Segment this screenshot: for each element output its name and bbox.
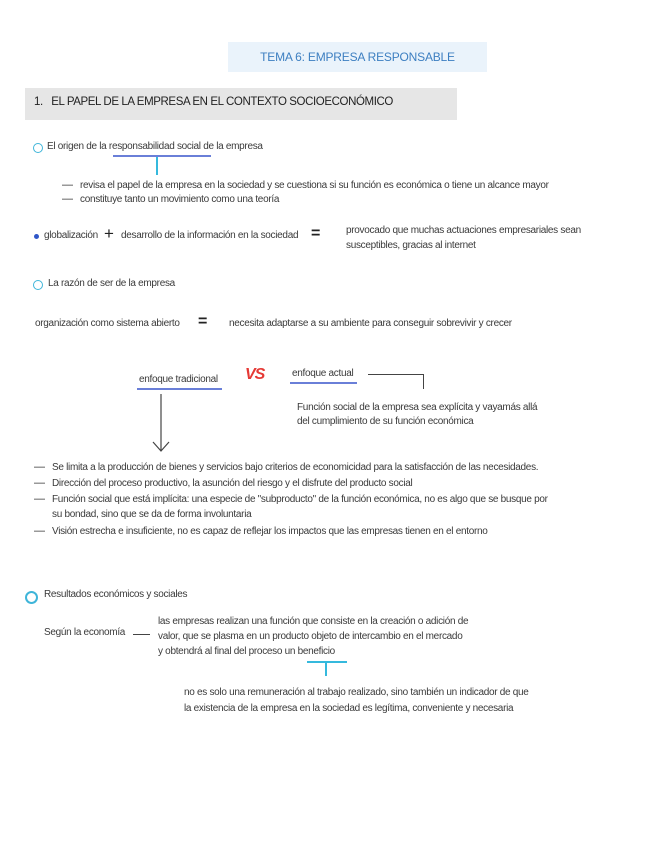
tradicional-item-1: Se limita a la producción de bienes y servicios bajo criterios de economicidad para la satisfacción de las necesidades.: [52, 462, 539, 473]
globalizacion-label: globalización: [44, 230, 98, 241]
tradicional-item-4: Visión estrecha e insuficiente, no es capaz de reflejar los impactos que las empresas tienen en el entorno: [52, 526, 488, 537]
beneficio-underline: [307, 661, 347, 663]
beneficio-line-2: la existencia de la empresa en la sociedad es legítima, conveniente y necesaria: [184, 703, 514, 714]
organizacion-left: organización como sistema abierto: [35, 318, 180, 329]
enfoque-actual-desc-line-2: del cumplimiento de su función económica: [297, 416, 474, 427]
section-number: 1.: [34, 96, 43, 108]
globalizacion-result-line-1: provocado que muchas actuaciones empresariales sean: [346, 225, 581, 236]
enfoque-actual-desc-line-1: Función social de la empresa sea explícita y vayamás allá: [297, 402, 538, 413]
bullet-dot-icon: [34, 234, 39, 239]
tradicional-item-2: Dirección del proceso productivo, la asunción del riesgo y el disfrute del producto social: [52, 478, 413, 489]
section-heading: [34, 88, 393, 116]
dash-icon: —: [34, 477, 45, 489]
bullet-circle-icon: [33, 280, 43, 290]
connector-line: [368, 374, 424, 375]
arrow-down-icon: [150, 392, 172, 456]
dash-icon: —: [62, 193, 73, 205]
resultados-heading: Resultados económicos y sociales: [44, 589, 188, 600]
resultados-desc-line-3: y obtendrá al final del proceso un beneficio: [158, 646, 335, 657]
enfoque-tradicional-label: enfoque tradicional: [139, 374, 218, 385]
section-heading-text: EL PAPEL DE LA EMPRESA EN EL CONTEXTO SOCIOECONÓMICO: [51, 96, 393, 108]
dash-icon: —: [62, 179, 73, 191]
tradicional-item-3-continuation: su bondad, sino que se da de forma involuntaria: [52, 509, 252, 520]
tradicional-item-3: Función social que está implícita: una especie de "subproducto" de la función económica, no es algo que se busque por: [52, 494, 548, 505]
page-title: TEMA 6: EMPRESA RESPONSABLE: [260, 50, 455, 64]
connector-line: [133, 634, 150, 635]
resultados-desc-line-1: las empresas realizan una función que consiste en la creación o adición de: [158, 616, 469, 627]
connector-line: [325, 662, 327, 676]
enfoque-actual-underline: [290, 382, 357, 384]
resultados-label: Según la economía: [44, 627, 126, 638]
plus-icon: +: [104, 224, 114, 243]
desarrollo-label: desarrollo de la información en la sociedad: [121, 230, 299, 241]
origen-heading: El origen de la responsabilidad social de la empresa: [47, 141, 263, 152]
highlight-beneficio: beneficio: [297, 646, 335, 657]
beneficio-line-1: no es solo una remuneración al trabajo realizado, sino también un indicador de que: [184, 687, 529, 698]
connector-line: [423, 374, 424, 389]
dash-icon: —: [34, 493, 45, 505]
origen-item-1: revisa el papel de la empresa en la sociedad y se cuestiona si su función es económica o tiene un alcance mayor: [80, 180, 549, 191]
equals-icon: =: [198, 313, 208, 330]
equals-icon: =: [311, 225, 321, 242]
bullet-circle-icon: [25, 591, 38, 604]
enfoque-actual-label: enfoque actual: [292, 368, 354, 379]
connector-line: [156, 157, 158, 175]
highlight-underline: [113, 155, 211, 157]
dash-icon: —: [34, 525, 45, 537]
origen-item-2: constituye tanto un movimiento como una teoría: [80, 194, 280, 205]
resultados-desc-line-2: valor, que se plasma en un producto objeto de intercambio en el mercado: [158, 631, 463, 642]
dash-icon: —: [34, 461, 45, 473]
enfoque-tradicional-underline: [137, 388, 222, 390]
organizacion-right: necesita adaptarse a su ambiente para conseguir sobrevivir y crecer: [229, 318, 512, 329]
razon-heading: La razón de ser de la empresa: [48, 278, 175, 289]
globalizacion-result-line-2: susceptibles, gracias al internet: [346, 240, 476, 251]
bullet-circle-icon: [33, 143, 43, 153]
highlight-responsabilidad: responsabilidad social: [108, 141, 201, 152]
vs-label: VS: [245, 366, 265, 383]
